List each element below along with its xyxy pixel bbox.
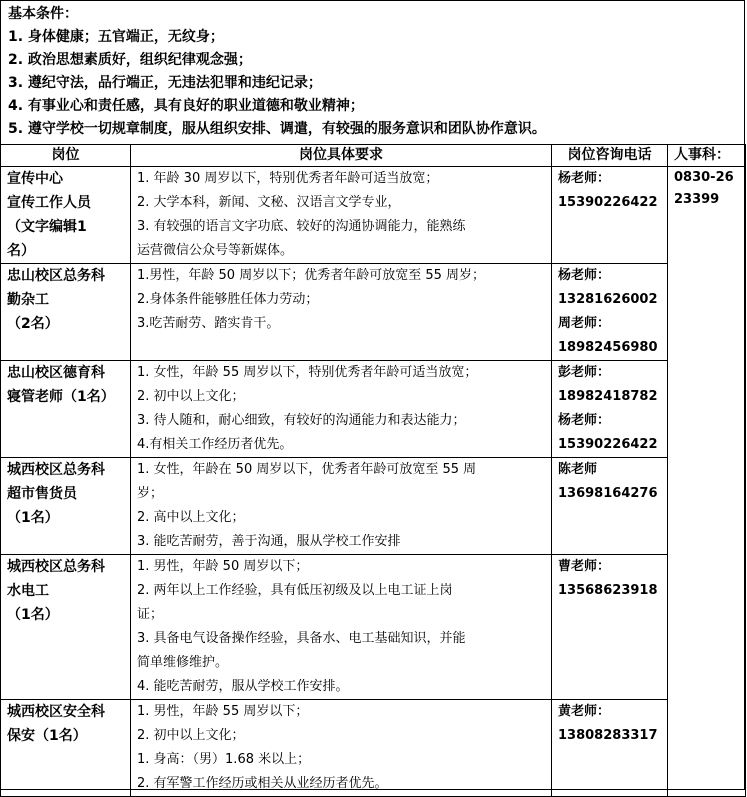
post-cell xyxy=(1,361,131,458)
contact-cell xyxy=(552,264,668,361)
requirement-line: 3. 待人随和，耐心细致，有较好的沟通能力和表达能力； xyxy=(137,413,466,428)
requirement-line: 1. 年龄 30 周岁以下，特别优秀者年龄可适当放宽； xyxy=(137,171,439,186)
contact-cell xyxy=(552,167,668,264)
post-cell xyxy=(1,700,131,797)
contact-phone: 13568623918 xyxy=(558,583,658,598)
requirement-line: 2. 有军警工作经历或相关从业经历者优先。 xyxy=(137,776,388,791)
hr-phone-line: 23399 xyxy=(674,192,720,207)
post-line: 城西校区总务科 xyxy=(7,462,105,478)
basic-condition-item: 4. 有事业心和责任感，具有良好的职业道德和敬业精神； xyxy=(8,98,364,114)
contact-cell xyxy=(552,700,668,797)
table-row xyxy=(1,458,746,555)
basic-condition-item: 3. 遵纪守法，品行端正，无违法犯罪和违纪记录； xyxy=(8,75,322,91)
basic-condition-item: 5. 遵守学校一切规章制度，服从组织安排、调遣，有较强的服务意识和团队协作意识。 xyxy=(8,121,546,137)
basic-conditions-title: 基本条件： xyxy=(8,6,78,22)
post-line: 名） xyxy=(7,243,35,259)
requirement-line: 简单维修维护。 xyxy=(137,655,229,670)
requirement-line: 2. 初中以上文化； xyxy=(137,728,245,743)
contact-name: 周老师： xyxy=(558,316,611,331)
requirement-line: 2. 两年以上工作经验，具有低压初级及以上电工证上岗 xyxy=(137,583,453,598)
requirement-line: 运营微信公众号等新媒体。 xyxy=(137,243,294,258)
requirement-line: 1.男性，年龄 50 周岁以下；优秀者年龄可放宽至 55 周岁； xyxy=(137,268,486,283)
contact-name: 陈老师 xyxy=(558,462,598,477)
requirement-line: 岁； xyxy=(137,486,164,501)
requirement-line: 1. 男性，年龄 50 周岁以下； xyxy=(137,559,309,574)
requirements-cell xyxy=(131,167,552,264)
contact-phone: 15390226422 xyxy=(558,437,658,452)
requirement-line: 1. 女性，年龄 55 周岁以下，特别优秀者年龄可适当放宽； xyxy=(137,365,478,380)
contact-phone: 13698164276 xyxy=(558,486,658,501)
requirements-cell xyxy=(131,361,552,458)
hr-phone-cell xyxy=(668,167,746,797)
requirement-line: 1. 女性，年龄在 50 周岁以下，优秀者年龄可放宽至 55 周 xyxy=(137,462,477,477)
table-row xyxy=(1,264,746,361)
basic-conditions xyxy=(1,1,744,143)
contact-name: 曹老师： xyxy=(558,559,611,574)
table-row xyxy=(1,167,746,264)
post-line: 城西校区总务科 xyxy=(7,559,105,575)
post-cell xyxy=(1,264,131,361)
contact-name: 黄老师： xyxy=(558,704,611,719)
post-line: （文字编辑1 xyxy=(7,219,87,235)
requirements-cell xyxy=(131,458,552,555)
requirements-cell xyxy=(131,264,552,361)
contact-phone: 18982456980 xyxy=(558,340,658,355)
post-line: 宣传工作人员 xyxy=(7,195,91,211)
post-line: 勤杂工 xyxy=(7,292,49,308)
positions-table xyxy=(0,144,746,797)
hr-phone-line: 0830-26 xyxy=(674,170,734,185)
requirement-line: 1. 男性，年龄 55 周岁以下； xyxy=(137,704,309,719)
post-line: （2名） xyxy=(7,316,59,332)
requirement-line: 2. 高中以上文化； xyxy=(137,510,245,525)
table-row xyxy=(1,555,746,700)
contact-phone: 13281626002 xyxy=(558,292,658,307)
contact-name: 杨老师： xyxy=(558,171,611,186)
header-requirements: 岗位具体要求 xyxy=(131,145,552,167)
post-cell xyxy=(1,167,131,264)
contact-name: 彭老师： xyxy=(558,365,611,380)
basic-condition-item: 1. 身体健康；五官端正，无纹身； xyxy=(8,29,224,45)
post-line: （1名） xyxy=(7,607,59,623)
post-line: 城西校区安全科 xyxy=(7,704,105,720)
post-line: 水电工 xyxy=(7,583,49,599)
contact-phone: 18982418782 xyxy=(558,389,658,404)
requirement-line: 3. 有较强的语言文字功底、较好的沟通协调能力，能熟练 xyxy=(137,219,466,234)
requirement-line: 证； xyxy=(137,607,164,622)
contact-phone: 15390226422 xyxy=(558,195,658,210)
contact-cell xyxy=(552,458,668,555)
contact-cell xyxy=(552,555,668,700)
post-line: 保安（1名） xyxy=(7,728,87,744)
requirements-cell xyxy=(131,555,552,700)
requirement-line: 2.身体条件能够胜任体力劳动； xyxy=(137,292,319,307)
requirement-line: 4. 能吃苦耐劳，服从学校工作安排。 xyxy=(137,679,349,694)
post-line: （1名） xyxy=(7,510,59,526)
post-cell xyxy=(1,555,131,700)
post-line: 忠山校区德育科 xyxy=(7,365,105,381)
requirements-cell xyxy=(131,700,552,797)
requirement-line: 1. 身高：（男）1.68 米以上； xyxy=(137,752,311,767)
contact-name: 杨老师： xyxy=(558,268,611,283)
requirement-line: 4.有相关工作经历者优先。 xyxy=(137,437,293,452)
header-phone: 岗位咨询电话 xyxy=(552,145,668,167)
requirement-line: 2. 大学本科，新闻、文秘、汉语言文学专业， xyxy=(137,195,401,210)
table-row xyxy=(1,361,746,458)
post-line: 忠山校区总务科 xyxy=(7,268,105,284)
table-row xyxy=(1,700,746,797)
header-post: 岗位 xyxy=(1,145,131,167)
requirement-line: 3. 能吃苦耐劳，善于沟通，服从学校工作安排 xyxy=(137,534,401,549)
contact-cell xyxy=(552,361,668,458)
requirement-line: 3.吃苦耐劳、踏实肯干。 xyxy=(137,316,280,331)
contact-phone: 13808283317 xyxy=(558,728,658,743)
post-line: 超市售货员 xyxy=(7,486,77,502)
table-header-row xyxy=(1,145,746,167)
basic-condition-item: 2. 政治思想素质好，组织纪律观念强； xyxy=(8,52,252,68)
contact-name: 杨老师： xyxy=(558,413,611,428)
requirement-line: 3. 具备电气设备操作经验，具备水、电工基础知识，并能 xyxy=(137,631,466,646)
header-hr: 人事科： xyxy=(668,145,746,167)
requirement-line: 2. 初中以上文化； xyxy=(137,389,245,404)
post-cell xyxy=(1,458,131,555)
post-line: 寝管老师（1名） xyxy=(7,389,115,405)
post-line: 宣传中心 xyxy=(7,171,63,187)
